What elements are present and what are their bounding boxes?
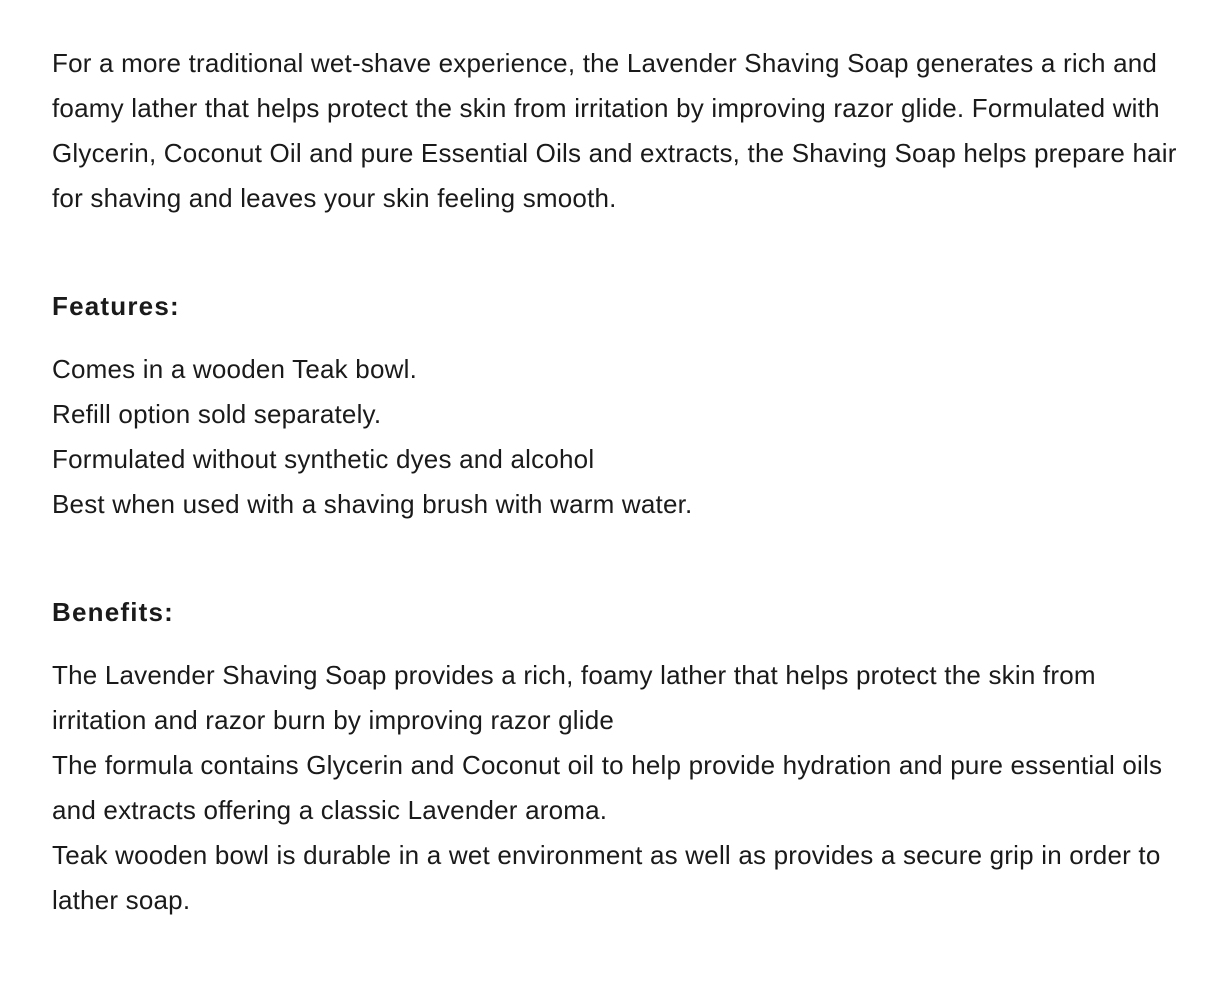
benefits-heading: Benefits: (52, 597, 175, 627)
feature-item: Best when used with a shaving brush with warm water. (52, 489, 693, 519)
feature-item: Formulated without synthetic dyes and alcohol (52, 444, 595, 474)
intro-paragraph: For a more traditional wet-shave experience, the Lavender Shaving Soap generates a rich and foamy lather that helps protect the skin from irritation by improving razor glide. Formulated with Glycerin, Coconut Oil and pure Essential Oils and extracts, the Shaving Soap helps prepare hair for shaving and leaves your skin feeling smooth. (52, 48, 1177, 213)
benefits-list (52, 653, 1182, 923)
feature-item: Comes in a wooden Teak bowl. (52, 354, 417, 384)
product-description (52, 41, 1182, 923)
feature-item: Refill option sold separately. (52, 399, 382, 429)
benefit-item: The formula contains Glycerin and Coconut oil to help provide hydration and pure essential oils and extracts offering a classic Lavender aroma. (52, 750, 1163, 825)
benefit-item: The Lavender Shaving Soap provides a rich, foamy lather that helps protect the skin from irritation and razor burn by improving razor glide (52, 660, 1096, 735)
benefit-item: Teak wooden bowl is durable in a wet environment as well as provides a secure grip in order to lather soap. (52, 840, 1161, 915)
features-list (52, 347, 1182, 527)
features-heading: Features: (52, 291, 180, 321)
